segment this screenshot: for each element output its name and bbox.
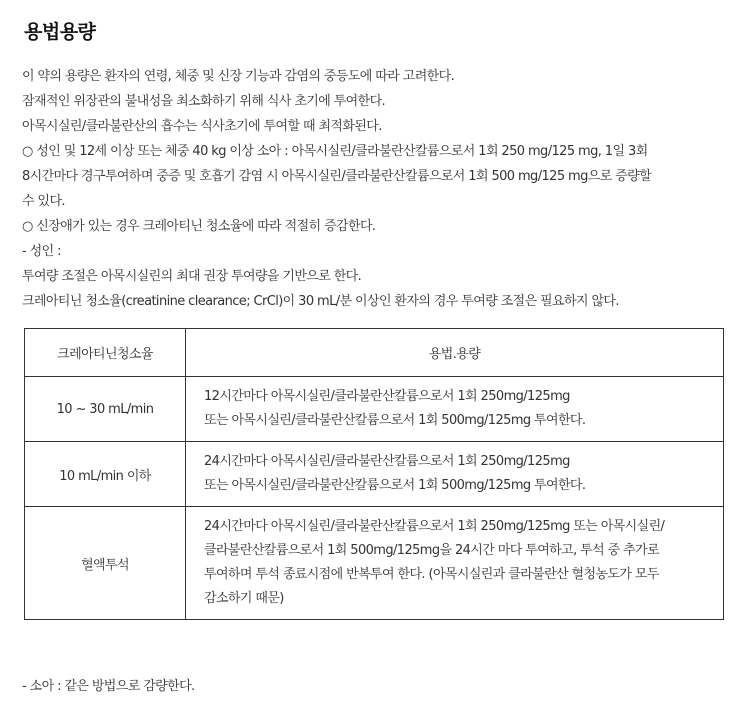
paragraph-line: 아목시실린/클라불란산의 흡수는 식사초기에 투여할 때 최적화된다. — [22, 119, 382, 134]
crcl-cell: 10 ~ 30 mL/min — [25, 377, 186, 442]
dose-line: 감소하기 때문) — [204, 591, 284, 606]
paragraph-line: ○ 성인 및 12세 이상 또는 체중 40 kg 이상 소아 : 아목시실린/클라불란산칼륨으로서 1회 250 mg/125 mg, 1일 3회 — [22, 144, 648, 159]
table-row — [25, 507, 724, 620]
table-header-row — [25, 329, 724, 377]
crcl-cell: 혈액투석 — [25, 507, 186, 620]
dose-line: 12시간마다 아목시실린/클라불란산칼륨으로서 1회 250mg/125mg — [204, 389, 570, 404]
crcl-cell: 10 mL/min 이하 — [25, 442, 186, 507]
dose-cell — [186, 507, 724, 620]
dose-line: 24시간마다 아목시실린/클라불란산칼륨으로서 1회 250mg/125mg 또는 아목시실린/ — [204, 519, 665, 534]
table-row — [25, 442, 724, 507]
dose-line: 또는 아목시실린/클라불란산칼륨으로서 1회 500mg/125mg 투여한다. — [204, 413, 586, 428]
paragraph-line: 잠재적인 위장관의 불내성을 최소화하기 위해 식사 초기에 투여한다. — [22, 94, 386, 109]
dose-line: 또는 아목시실린/클라불란산칼륨으로서 1회 500mg/125mg 투여한다. — [204, 478, 586, 493]
dose-cell — [186, 377, 724, 442]
paragraph-line: 투여량 조절은 아목시실린의 최대 권장 투여량을 기반으로 한다. — [22, 269, 362, 284]
paragraph-line: 이 약의 용량은 환자의 연령, 체중 및 신장 기능과 감염의 중등도에 따라 고려한다. — [22, 69, 455, 84]
dose-line: 투여하며 투석 종료시점에 반복투여 한다. (아목시실린과 클라불란산 혈청농도가 모두 — [204, 567, 659, 582]
paragraph-line: 크레아티닌 청소율(creatinine clearance; CrCl)이 30 mL/분 이상인 환자의 경우 투여량 조절은 필요하지 않다. — [22, 294, 619, 309]
section-title: 용법용량 — [24, 21, 96, 43]
table-row — [25, 377, 724, 442]
header-dosage: 용법.용량 — [186, 329, 724, 377]
dose-line: 24시간마다 아목시실린/클라불란산칼륨으로서 1회 250mg/125mg — [204, 454, 570, 469]
renal-dosage-table — [24, 328, 724, 620]
dose-line: 클라불란산칼륨으로서 1회 500mg/125mg을 24시간 마다 투여하고, 투석 중 추가로 — [204, 543, 659, 558]
dose-cell — [186, 442, 724, 507]
header-creatinine-clearance: 크레아티닌청소율 — [25, 329, 186, 377]
dosage-description — [22, 64, 734, 314]
paragraph-line: 수 있다. — [22, 194, 65, 209]
paragraph-line: - 성인 : — [22, 244, 61, 259]
pediatric-note: - 소아 : 같은 방법으로 감량한다. — [22, 679, 195, 694]
paragraph-line: ○ 신장애가 있는 경우 크레아티닌 청소율에 따라 적절히 증감한다. — [22, 219, 376, 234]
paragraph-line: 8시간마다 경구투여하며 중증 및 호흡기 감염 시 아목시실린/클라불란산칼륨으로서 1회 500 mg/125 mg으로 증량할 — [22, 169, 652, 184]
